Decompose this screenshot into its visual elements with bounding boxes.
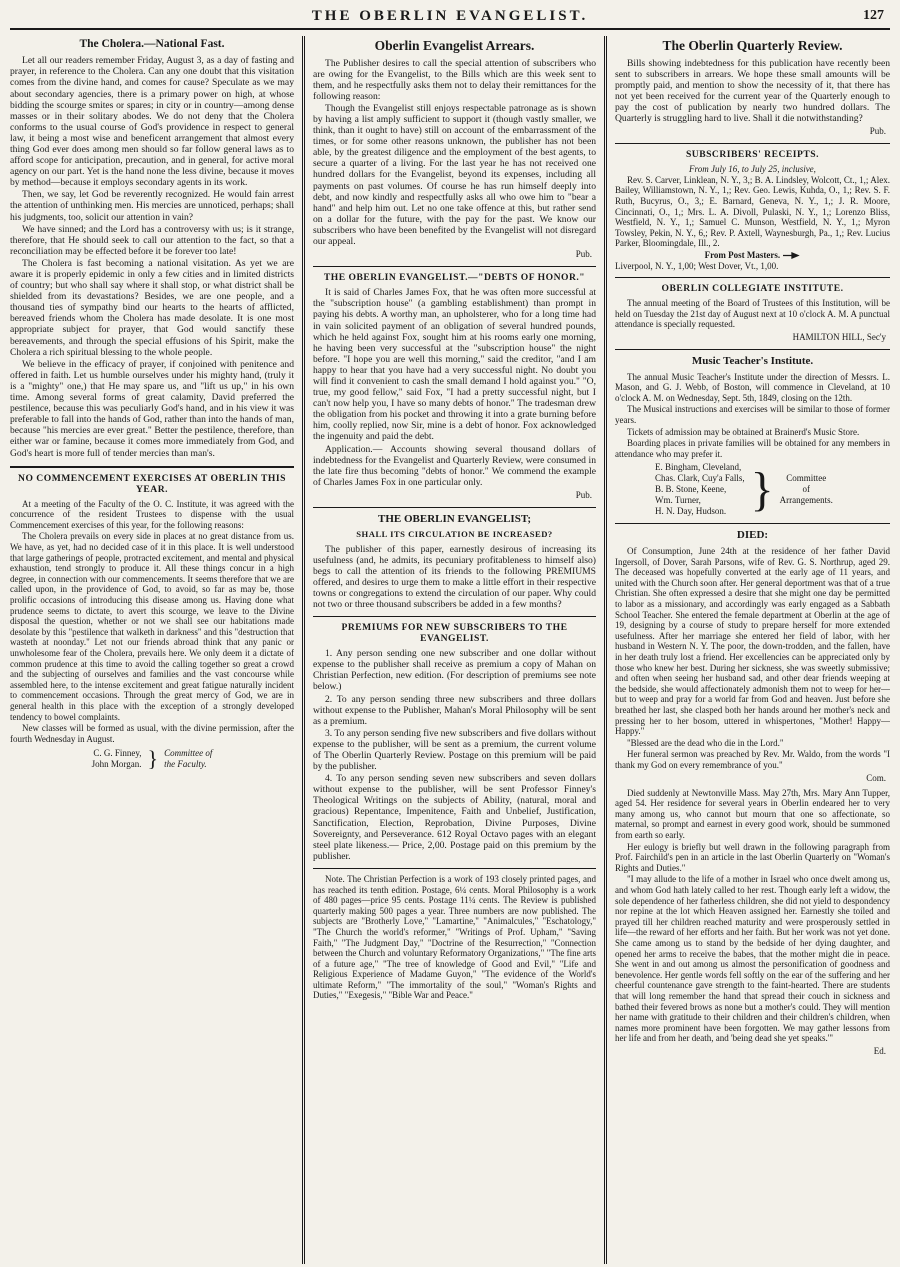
premium-item: 4. To any person sending seven new subscribers and seven dollars without expense to the publisher, will be sent Professor Finney's Theological Writings on the subjects of Ability, (natural, moral and gracious) Repentance, Impenitence, Faith and Unbelief, Justification, Sanctification, Election, Reprobation, Divine Purposes, Divine Sovereignty, and Perseverance. 612 Royal Octavo pages with an elegant steel plate likeness.— Price, 2,00. Postage paid on this premium by the publisher. [313, 773, 596, 862]
signer-role: the Faculty. [164, 759, 207, 770]
page-number: 127 [863, 8, 884, 23]
column-2 [302, 36, 604, 1264]
brace-icon: } [750, 462, 774, 516]
cholera-heading: The Cholera.—National Fast. [79, 38, 225, 50]
honor-paragraph: Application.— Accounts showing several thousand dollars of indebtedness for the Evangelist and Quarterly Review, were consumed in the late fire thus becoming "debts of honor." We commend the example of Charles James Fox in one particular only. [313, 443, 596, 488]
committee-member: Wm. Turner, [655, 495, 701, 506]
collegiate-signature: HAMILTON HILL, Sec'y [792, 331, 886, 342]
obituary-signature: Com. [866, 772, 886, 783]
collegiate-heading: OBERLIN COLLEGIATE INSTITUTE. [661, 283, 844, 295]
divider [313, 266, 596, 267]
premium-item: 1. Any person sending one new subscriber and one dollar without expense to the publisher shall receive as premium a copy of Mahan on Christian Perfection, new edition. (For description of premiums see note below.) [313, 648, 596, 693]
postmasters-label [615, 250, 890, 261]
cholera-paragraph: Then, we say, let God be reverently recognized. He would fain arrest the attention of unthinking men. His mercies are unnoticed, perhaps; shall his judgments, too, solicit our attention in vain? [10, 189, 294, 223]
circulation-paragraph: The publisher of this paper, earnestly desirous of increasing its usefulness (and, he admits, its pecuniary profitableness to himself also) begs to call the attention of its friends to the following PREMIUMS offered, and desires to urge them to make a little effort in their respective towns or congregations to extend the circulation of our paper. Why could not two or three thousand subscribers be added in a few months? [313, 543, 596, 610]
commencement-paragraph: The Cholera prevails on every side in places at no great distance from us. We have, as yet, had no decided case of it in this place. It is well understood that large gatherings of people, protracted excitement, and mental and physical exhaustion, tend strongly to produce it. All these things concur in a high degree, in connection with our commencements. It seems therefore that we are called upon, in the providence of God, to avoid, so far as may be, those prolific occasions of introducing this disease among us. Having done what prudence seems to dictate, to avert this scourge, we leave to the Divine disposal the question, whether or not we shall see our habitations made desolate by this "pestilence that walketh in darkness" and this "destruction that wasteth at noonday." Let not our friends abroad think that any panic or unwholesome fear of the Cholera, prevails here. We only deem it a dictate of common prudence at this time to avoid the calling together so great a crowd and the subjecting of ourselves and families and the vast concourse while assembled here, to the intense excitement and great fatigue naturally incident to commencement occasions. Through the great mercy of God, we are in general health in this place with the exception of a strongly developed tendency to bowel complaints. [10, 531, 294, 722]
arrears-paragraph: The Publisher desires to call the special attention of subscribers who are owing for the Evangelist, to the Bills which are this week sent to them, and he respectfully asks them not to delay their remittances for the following reason: [313, 57, 596, 102]
circulation-subheading: SHALL ITS CIRCULATION BE INCREASED? [356, 528, 553, 539]
divider [615, 143, 890, 144]
committee-member: Chas. Clark, Cuy'a Falls, [655, 473, 745, 484]
masthead-title: THE OBERLIN EVANGELIST. [311, 8, 589, 24]
arrears-signature: Pub. [575, 249, 592, 260]
collegiate-paragraph: The annual meeting of the Board of Trustees of this Institution, will be held on Tuesday the 21st day of August next at 10 o'clock A. M. A punctual attendance is specially requested. [615, 298, 890, 330]
divider [10, 466, 294, 468]
divider [615, 277, 890, 278]
receipts-heading: SUBSCRIBERS' RECEIPTS. [685, 149, 820, 161]
pointing-hand-icon [782, 251, 800, 260]
music-paragraph: Boarding places in private families will be obtained for any members in attendance who may prefer it. [615, 438, 890, 459]
signer-role: Committee of [164, 748, 213, 759]
music-paragraph: Tickets of admission may be obtained at Brainerd's Music Store. [627, 426, 860, 437]
signer-name: C. G. Finney, [93, 748, 142, 759]
committee-member: H. N. Day, Hudson. [655, 506, 727, 517]
circulation-heading: THE OBERLIN EVANGELIST; [377, 513, 532, 526]
premium-item: 3. To any person sending five new subscribers and five dollars without expense to the publisher, will be sent as a premium, the current volume of The Oberlin Quarterly Review. Postage on this premium will be paid by the publisher. [313, 727, 596, 773]
cholera-paragraph: We have sinned; and the Lord has a controversy with us; is it strange, therefore, that He should seek to call our attention to the fact, so that a reconciliation may be effected before it be forever too late! [10, 223, 294, 257]
commencement-heading: NO COMMENCEMENT EXERCISES AT OBERLIN THIS YEAR. [18, 472, 286, 495]
obituary-paragraph: "I may allude to the life of a mother in Israel who once dwelt among us, and whom God hath lately called to her rest. Though early left a widow, the sole dependence of her fatherless children, she did not yield to despondency nor repine at the lot which Heaven assigned her. Earnestly she toiled and prayed till her children reached maturity and were prosperously settled in life—the reward of her efforts and her faith. But her work was not yet done. She came among us to stand by the bedside of her dying daughter, and opened her arms to receive the babes, that the mother might die in peace. She went in and out among us almost the personification of goodness and benevolence. Her gentle words fell softly on the ear of the suffering and her cheerful countenance gave strength to the faint-hearted. There are students that will long remember the hand that spread their couch in sickness and bathed their fevered brows as none but a mother's could. They will mention her name with gratitude to their children and their children's children, when names more prominent have been forgotten. We may gather lessons from her life and from her death, and 'being dead she yet speaks.'" [615, 874, 890, 1044]
honor-paragraph: It is said of Charles James Fox, that he was often more successful at the "subscription house" (a gambling establishment) than prompt in paying his debts. A worthy man, an upholsterer, who for a long time had in vain solicited payment of an obligation of several hundred pounds, which he held against Fox, sought him at his rooms early one morning, he having been very successful at the "subscription house" the night before. "I hope you are well this morning," said the creditor, "and I am happy to hear that you have had a very successful night. No doubt you will find it convenient to cash the small demand I hold against you." "O, true, my good fellow," said Fox, "I had a pretty successful night, but I can't now help you, I have so many debts of honor." The tradesman drew the obligation from his pocket and throwing it into a grate burning before him, coolly replied, now Sir, mine is a debt of honor. Fox acknowledged the ingenuity and paid the debt. [313, 287, 596, 443]
cholera-paragraph: Let all our readers remember Friday, August 3, as a day of fasting and prayer, in reference to the Cholera. Can any one doubt that this visitation comes from the divine hand, and comes for cause? Speculate as we may about secondary agencies, there is a primary power on high, at whose bidding the scourge smites or spares; in city or in country—among dense masses or in their solitary abodes. We do not deny that the Cholera conforms to the usual course of God's providence in respect to general law, it being a most wise and beneficent arrangement that almost every thing God ever does among men should so far follow general laws as to afford scope for anticipation, precaution, and in general, for active moral agency on our part. Yet is the hand none the less divine, because it moves by method—because it employs secondary agents in its work. [10, 55, 294, 189]
committee-role: Committee [786, 473, 827, 484]
postmasters-list: Liverpool, N. Y., 1,00; West Dover, Vt., 1,00. [615, 260, 779, 271]
signer-name: John Morgan. [91, 759, 142, 770]
music-paragraph: The annual Music Teacher's Institute under the direction of Messrs. L. Mason, and G. J. Webb, of Boston, will commence in Cleveland, at 10 o'clock A. M. on Wednesday, Sept. 5th, 1849, closing on the 12th. [615, 371, 890, 403]
arrears-paragraph: Though the Evangelist still enjoys respectable patronage as is shown by having a list amply sufficient to support it (though vastly smaller, we think, than it ought to have) still on account of the embarrassment of the times, or for some other reasons unknown, the publisher has not been able, by the greatest diligence and the employment of the best agents, to secure a quarter of a living. For the last year he has not received one hundred dollars for the Evangelist, beyond its expenses, including all payments on past volumes. Of course he has run himself deeply into debt, and now kindly and respectfully asks all who owe him to "bear a hand" and help him out. Let no one take offence at this, but rather send on a dollar for the future, with the pay for the past. We know our subscribers who have been benefited by the Evangelist will not disregard our appeal. [313, 102, 596, 248]
arrangements-committee [655, 462, 890, 517]
obituary-paragraph: "Blessed are the dead who die in the Lord." [627, 737, 784, 748]
died-heading: DIED: [736, 529, 769, 542]
masthead [10, 6, 890, 30]
obituary-paragraph: Died suddenly at Newtonville Mass. May 27th, Mrs. Mary Ann Tupper, aged 54. Her residence for several years in Oberlin endeared her to very many among us, who cannot but mourn that one so affectionate, so maternal, so prompt and earnest in every good work, should be summoned from earth so early. [615, 787, 890, 841]
divider [313, 507, 596, 508]
committee-role: Arrangements. [779, 495, 833, 506]
commencement-paragraph: At a meeting of the Faculty of the O. C. Institute, it was agreed with the concurrence of the resident Trustees to dispense with the usual Commencement exercises of this year, for the following reasons: [10, 498, 294, 530]
premiums-heading: PREMIUMS FOR NEW SUBSCRIBERS TO THE EVANGELIST. [341, 622, 568, 645]
committee-member: E. Bingham, Cleveland, [655, 462, 742, 473]
column-3 [604, 36, 890, 1264]
brace-icon: } [147, 746, 159, 772]
music-heading: Music Teacher's Institute. [691, 355, 814, 368]
quarterly-heading: The Oberlin Quarterly Review. [662, 38, 843, 53]
arrears-heading: Oberlin Evangelist Arrears. [374, 38, 535, 53]
divider [313, 868, 596, 869]
quarterly-signature: Pub. [869, 126, 886, 137]
music-paragraph: The Musical instructions and exercises will be similar to those of former years. [615, 404, 890, 426]
obituary-paragraph: Of Consumption, June 24th at the residence of her father David Ingersoll, of Dover, Sarah Parsons, wife of Rev. G. S. Northrup, aged 29. The deceased was hopefully converted at the early age of 11 years, and united with the Church soon after. Her general deportment was that of a true Christian. She often expressed a desire that she might one day be permitted to labor as a missionary, and accordingly was early engaged as a Sabbath School Teacher. She entered the female department at Oberlin at the age of 19, designing by a course of study to prepare herself for more extended usefulness. After her marriage she entered her field of labor, with her husband in Western N. Y. The poor, the down-trodden, and the fallen, have in her death truly lost a friend. Her excellencies can be appreciated only by those who knew her best. During her sickness, she was sweetly submissive; and often when seeing her husband sad, and other dear friends weeping at the bedside, she would affectionately admonish them not to weep for her—but to weep and pray for a world far from God and heaven. Just before she breathed her last, she clasped both her hands around her mother's neck and pressing her to her bosom, uttered in whispertones, "Mother! Happy—Happy." [615, 546, 890, 737]
divider [615, 523, 890, 524]
premiums-note: Note. The Christian Perfection is a work of 193 closely printed pages, and has reached its tenth edition. Postage, 6¼ cents. Moral Philosophy is a work of 480 pages—price 95 cents. Postage 11¼ cents. The Review is published quarterly making 500 pages a year. Three numbers are now published. The subjects are "Brotherly Love," "Lamartine," "Animalcules," "Eschatology," "The Church the world's reformer," "Writings of Prof. Upham," "Saving Faith," "The Judgment Day," "Doctrine of the Resurrection," "Connection between the Church and voluntary Reformatory Organizations," "The fine arts of a future age," "The tree of knowledge of Good and Evil," "Life and Religious Experience of Madame Guyon," "The evidence of the World's ultimate Reform," "The immortality of the soul," "Woman's Rights and Duties," "Exegesis," "Bible War and Peace." [313, 873, 596, 1001]
cholera-paragraph: The Cholera is fast becoming a national visitation. As yet we are aware it is properly epidemic in only a few cities and in limited districts of country; but who shall say where it shall stop, or what district shall be shielded from its devastations? Besides, we are one people, and a thousand ties of sympathy bind our hearts to the hearts of afflicted, bereaved friends whom the Cholera has made desolate. It is one most appropriate subject for prayer, that God would sanctify these bereavements, and through the special effusions of his Spirit, make the Cholera a rich spiritual blessing to the whole people. [10, 257, 294, 358]
quarterly-paragraph: Bills showing indebtedness for this publication have recently been sent to subscribers in arrears. We hope these small amounts will be promptly paid, and mention to show the necessity of it, that there has not yet been received for the current year of the Quarterly enough to pay the cost of publication by nearly two hundred dollars. The Quarterly is struggling hard to live. Shall it die notwithstanding? [615, 57, 890, 124]
obituary-paragraph: Her funeral sermon was preached by Rev. Mr. Waldo, from the words "I thank my God on every remembrance of you." [615, 749, 890, 770]
divider [313, 616, 596, 617]
columns [10, 36, 890, 1264]
obituary-paragraph: Her eulogy is briefly but well drawn in the following paragraph from Prof. Fairchild's pen in an article in the last Oberlin Quarterly on "Woman's Rights and Duties." [615, 841, 890, 873]
receipts-dates: From July 16, to July 25, inclusive, [689, 164, 816, 175]
divider [615, 349, 890, 350]
postmasters-label-text: From Post Masters. [704, 249, 781, 260]
premium-item: 2. To any person sending three new subscribers and three dollars without expense to the Publisher, Mahan's Moral Philosophy will be sent as a premium. [313, 693, 596, 727]
committee-member: B. B. Stone, Keene, [655, 484, 727, 495]
cholera-paragraph: We believe in the efficacy of prayer, if conjoined with penitence and offered in faith. Let us humble ourselves under his mighty hand, (truly it is a "mighty" one,) that He may spare us, and "lift us up," in his own time. Among several forms of great calamity, David preferred the pestilence, because this was peculiarly God's hand, and in his view it was preferable to fall into the hands of God, rather than into the hands of man, because "his mercies are ever great." Better the pestilence, therefore, than either war or famine, because it comes more immediately from God, and God's heart is more full of tender mercies than man's. [10, 358, 294, 459]
committee-role: of [802, 484, 811, 495]
commencement-paragraph: New classes will be formed as usual, with the divine permission, after the fourth Wednesday in August. [10, 723, 294, 744]
faculty-committee [10, 748, 294, 770]
honor-signature: Pub. [575, 489, 592, 500]
obituary-signature: Ed. [873, 1045, 886, 1056]
honor-heading: THE OBERLIN EVANGELIST.—"DEBTS OF HONOR." [323, 272, 586, 284]
receipts-list: Rev. S. Carver, Linklean, N. Y., 3,; B. A. Lindsley, Wolcott, Ct., 1,; Alex. Bailey, Williamstown, N. Y., 1,; Rev. Geo. Lewis, Kuhda, O., 1,; Rev. S. F. Ruth, Bucyrus, O., 3,; E. Barnard, Geneva, N. Y., 1,; J. R. Moore, Cincinnati, O., 1,; Mrs. L. A. Divoll, Pulaski, N. Y., 1,; Lorenzo Bliss, Westfield, N. Y., 1,; Samuel C. Munson, Westfield, N. Y., 1,; Myron Towsley, Pekin, N. Y., 6,; Rev. P. Axtell, Waynesburgh, Pa., 1,; Rev. Lucius Parker, Bloomingdale, Ill., 2. [615, 174, 890, 249]
column-1 [10, 36, 302, 1264]
